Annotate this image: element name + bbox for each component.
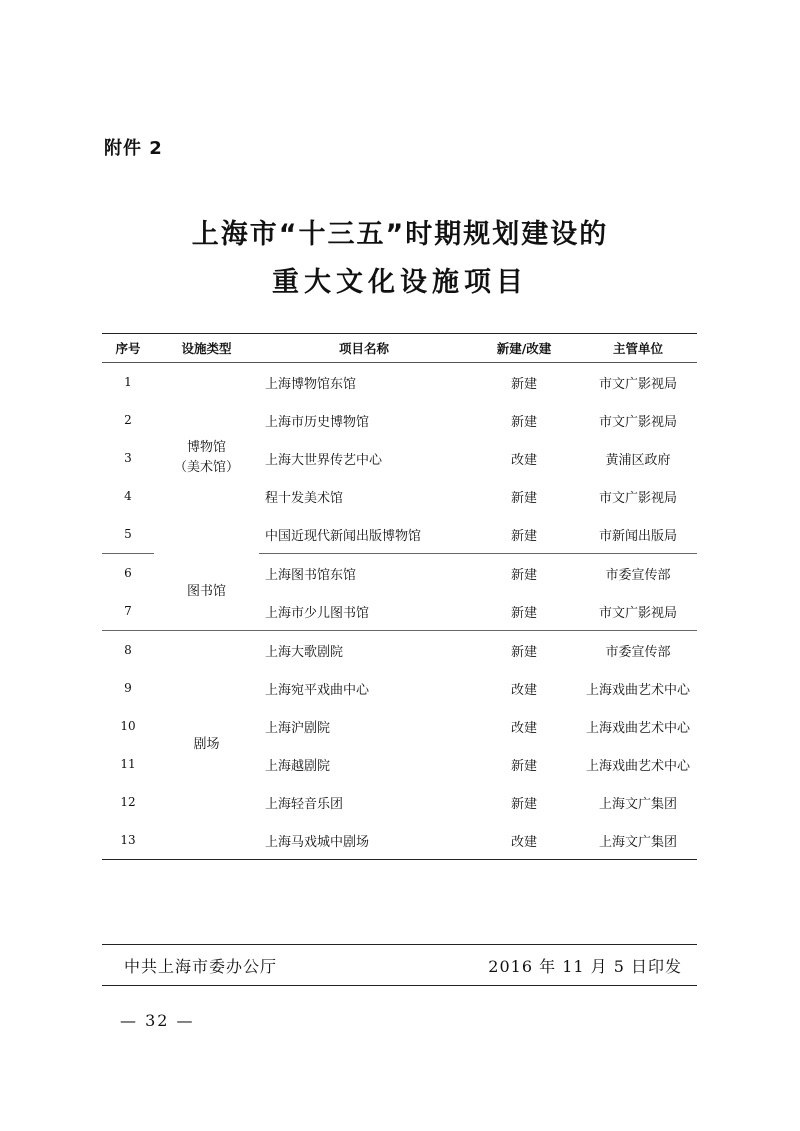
build-cell: 新建 [510, 490, 537, 506]
attachment-label: 附件 2 [104, 138, 163, 159]
build-cell: 新建 [469, 592, 579, 631]
name-cell: 上海博物馆东馆 [265, 376, 357, 392]
name-cell: 上海大歌剧院 [265, 644, 344, 660]
issue-date: 2016 年 11 月 5 日印发 [488, 957, 682, 976]
header-build: 新建/改建 [469, 334, 579, 363]
seq-cell: 4 [124, 489, 132, 503]
seq-cell: 13 [102, 821, 154, 860]
table-row [102, 554, 697, 593]
build-cell: 新建 [510, 796, 537, 812]
build-cell: 改建 [510, 682, 537, 698]
table-row [102, 631, 697, 670]
issuer: 中共上海市委办公厅 [124, 957, 278, 976]
name-cell: 上海马戏城中剧场 [259, 821, 469, 860]
seq-cell: 5 [102, 515, 154, 554]
seq-cell: 3 [124, 451, 132, 465]
type-label: 博物馆 [186, 440, 226, 456]
dept-cell: 市文广影视局 [598, 414, 677, 430]
seq-cell: 9 [124, 681, 132, 695]
build-cell: 改建 [469, 821, 579, 860]
name-cell: 上海市少儿图书馆 [259, 592, 469, 631]
document-title-line-1: 上海市“十三五”时期规划建设的 [191, 219, 609, 250]
name-cell: 上海大世界传艺中心 [265, 452, 383, 468]
type-cell-museum [154, 363, 259, 554]
build-cell: 改建 [510, 452, 537, 468]
dept-cell: 上海文广集团 [598, 796, 677, 812]
header-type: 设施类型 [154, 334, 259, 363]
build-cell: 新建 [510, 376, 537, 392]
dept-cell: 上海戏曲艺术中心 [585, 720, 690, 736]
seq-cell: 11 [120, 757, 136, 771]
name-cell: 上海轻音乐团 [265, 796, 344, 812]
header-dept: 主管单位 [579, 334, 697, 363]
table-row [102, 363, 697, 402]
seq-cell: 7 [102, 592, 154, 631]
projects-table [102, 333, 697, 860]
dept-cell: 市委宣传部 [605, 644, 671, 660]
build-cell: 新建 [510, 758, 537, 774]
dept-cell: 市文广影视局 [598, 376, 677, 392]
footer-rule-bottom [102, 985, 697, 986]
dept-cell: 黄浦区政府 [605, 452, 671, 468]
name-cell: 上海宛平戏曲中心 [265, 682, 370, 698]
build-cell: 新建 [510, 414, 537, 430]
dept-cell: 市文广影视局 [598, 490, 677, 506]
seq-cell: 1 [124, 375, 132, 389]
build-cell: 改建 [510, 720, 537, 736]
seq-cell: 10 [120, 719, 136, 733]
dept-cell: 市委宣传部 [605, 567, 671, 583]
build-cell: 新建 [510, 567, 537, 583]
name-cell: 中国近现代新闻出版博物馆 [259, 515, 469, 554]
name-cell: 程十发美术馆 [265, 490, 344, 506]
seq-cell: 2 [124, 413, 132, 427]
footer-rule-top [102, 944, 697, 945]
dept-cell: 上海文广集团 [579, 821, 697, 860]
dept-cell: 上海戏曲艺术中心 [585, 682, 690, 698]
dept-cell: 上海戏曲艺术中心 [585, 758, 690, 774]
name-cell: 上海沪剧院 [265, 720, 331, 736]
name-cell: 上海市历史博物馆 [265, 414, 370, 430]
seq-cell: 8 [124, 643, 132, 657]
build-cell: 新建 [510, 644, 537, 660]
header-seq: 序号 [102, 334, 154, 363]
table-header-row [102, 334, 697, 363]
document-title-line-2: 重大文化设施项目 [272, 267, 528, 298]
name-cell: 上海越剧院 [265, 758, 331, 774]
type-label: 剧场 [193, 737, 220, 752]
seq-cell: 6 [124, 566, 132, 580]
page-number: — 32 — [120, 1011, 195, 1030]
name-cell: 上海图书馆东馆 [265, 567, 357, 583]
type-cell-theatre [154, 631, 259, 860]
type-cell-library [154, 554, 259, 631]
build-cell: 新建 [469, 515, 579, 554]
type-label: 图书馆 [186, 583, 226, 599]
type-label-sub: （美术馆） [173, 460, 239, 476]
seq-cell: 12 [120, 795, 136, 809]
header-name: 项目名称 [259, 334, 469, 363]
dept-cell: 市新闻出版局 [579, 515, 697, 554]
dept-cell: 市文广影视局 [579, 592, 697, 631]
